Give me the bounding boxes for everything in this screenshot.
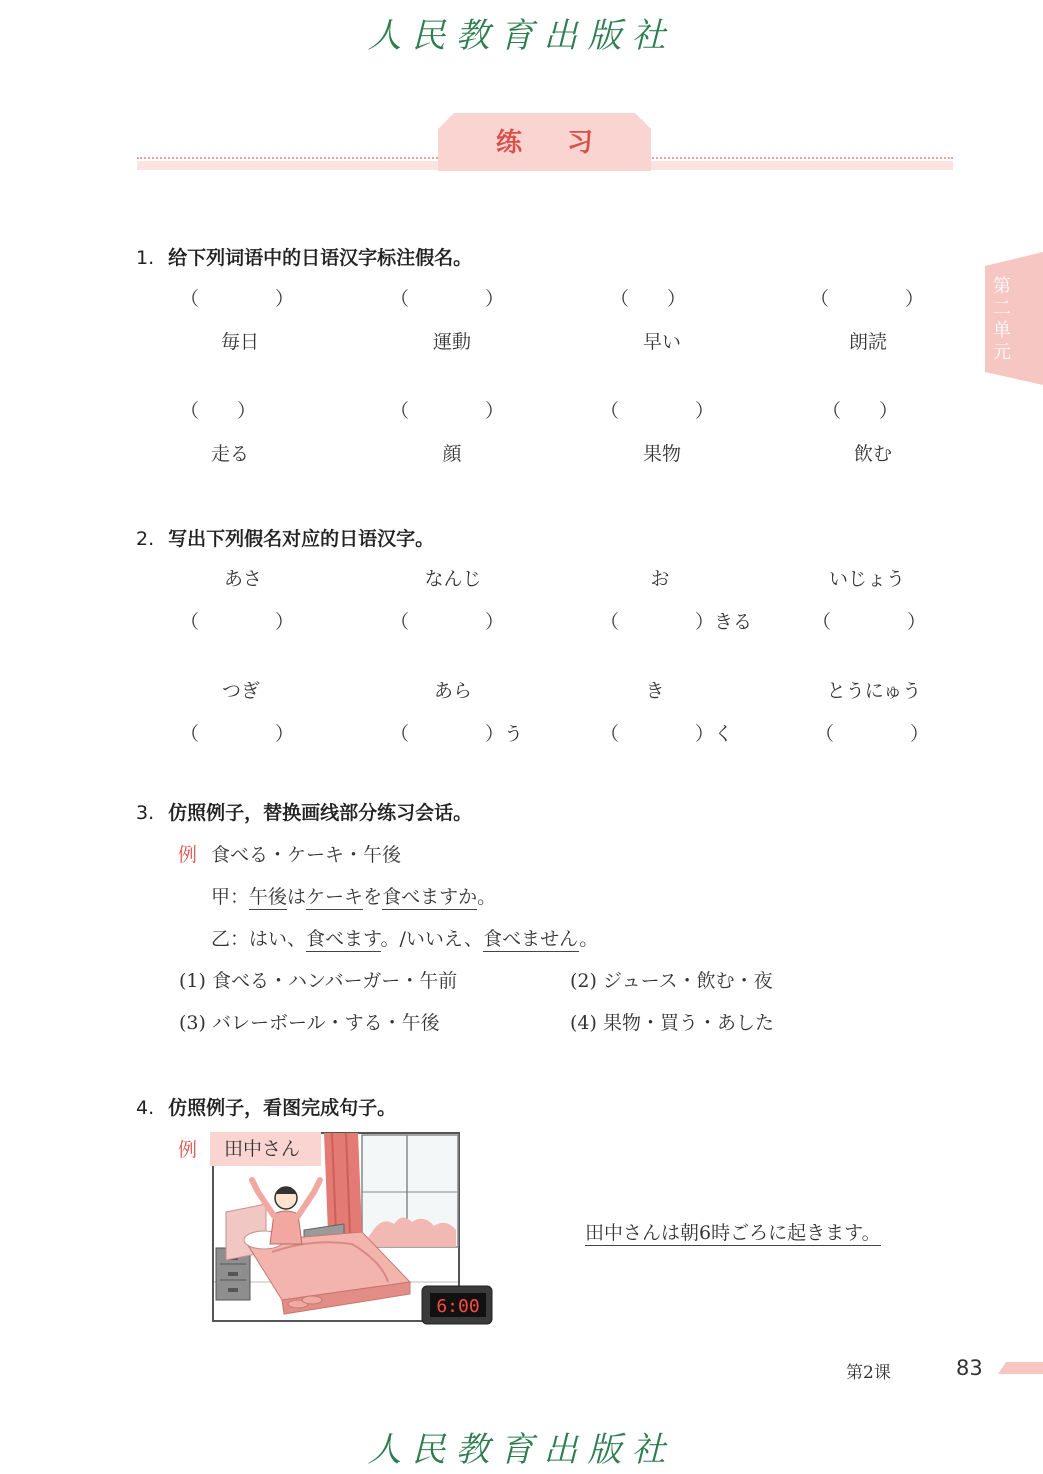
q3-item-1: (1) 食べる・ハンバーガー・午前: [179, 970, 458, 992]
q2-kana-4: いじょう: [828, 568, 905, 590]
question-2-heading: [136, 524, 434, 551]
q1-word-1: 毎日: [220, 331, 259, 353]
q2-answer-2[interactable]: （ ）: [390, 611, 505, 633]
q1-blank-6[interactable]: （ ）: [390, 400, 505, 422]
particle: は: [287, 886, 307, 908]
underlined-verb-negative: 食べません: [483, 928, 580, 950]
unit-side-label: 第二单元: [993, 276, 1011, 363]
q2-kana-7: き: [645, 680, 665, 702]
speaker-b: 乙：: [211, 928, 250, 950]
page-title: 练 习: [495, 128, 612, 158]
clock-display: 6:00: [436, 1296, 480, 1317]
q4-example-label: 例: [178, 1139, 198, 1161]
question-prompt: 仿照例子，看图完成句子。: [168, 1097, 397, 1119]
question-number: 4.: [136, 1097, 155, 1119]
underlined-time: 午後: [249, 886, 288, 908]
question-number: 2.: [136, 528, 155, 550]
q2-answer-8[interactable]: （ ）: [815, 723, 930, 745]
underlined-verb: 食べます: [306, 928, 381, 950]
question-number: 3.: [136, 802, 155, 824]
question-prompt: 给下列词语中的日语汉字标注假名。: [168, 247, 473, 269]
footer-accent-bar: [998, 1362, 1043, 1374]
q2-answer-3[interactable]: （ ）きる: [600, 611, 753, 633]
q1-word-4: 朗読: [848, 331, 887, 353]
q1-word-7: 果物: [642, 443, 681, 465]
q1-blank-1[interactable]: （ ）: [180, 288, 295, 310]
answer-sentence: 田中さんは朝6時ごろに起きます。: [585, 1222, 881, 1244]
q2-answer-6[interactable]: （ ）う: [390, 723, 524, 745]
q3-dialogue-a: [211, 882, 496, 909]
page-number: 83: [956, 1356, 983, 1380]
q2-kana-5: つぎ: [221, 680, 260, 702]
q2-kana-8: とうにゅう: [826, 680, 922, 702]
question-number: 1.: [136, 247, 155, 269]
q1-word-3: 早い: [642, 331, 681, 353]
underlined-verb: 食べますか: [382, 886, 478, 908]
reply-yes: はい、: [249, 928, 307, 950]
reply-no: 。/いいえ、: [380, 928, 484, 950]
q1-blank-5[interactable]: （ ）: [180, 400, 257, 422]
question-prompt: 仿照例子，替换画线部分练习会话。: [168, 802, 473, 824]
question-prompt: 写出下列假名对应的日语汉字。: [168, 528, 435, 550]
q1-blank-7[interactable]: （ ）: [600, 400, 715, 422]
q2-kana-6: あら: [433, 680, 472, 702]
underlined-object: ケーキ: [306, 886, 364, 908]
q2-answer-7[interactable]: （ ）く: [600, 723, 734, 745]
q2-answer-1[interactable]: （ ）: [180, 611, 295, 633]
q4-example-answer: [585, 1218, 881, 1245]
q1-blank-4[interactable]: （ ）: [810, 288, 925, 310]
q3-dialogue-b: [211, 924, 598, 951]
lesson-label: 第2课: [846, 1363, 891, 1383]
q2-kana-1: あさ: [223, 568, 262, 590]
q1-blank-8[interactable]: （ ）: [822, 400, 899, 422]
q3-example-label: 例: [178, 844, 198, 866]
question-4-heading: [136, 1093, 396, 1120]
q1-blank-2[interactable]: （ ）: [390, 288, 505, 310]
q3-example-words: 食べる・ケーキ・午後: [211, 844, 402, 866]
punctuation: 。: [477, 886, 497, 908]
character-name-tab: 田中さん: [210, 1132, 321, 1166]
q3-item-4: (4) 果物・買う・あした: [570, 1012, 774, 1034]
q2-answer-5[interactable]: （ ）: [180, 723, 295, 745]
punctuation: 。: [579, 928, 599, 950]
q2-kana-2: なんじ: [424, 568, 482, 590]
q1-word-2: 運動: [432, 331, 471, 353]
question-1-heading: [136, 243, 472, 270]
q3-item-2: (2) ジュース・飲む・夜: [570, 970, 773, 992]
publisher-watermark: 人民教育出版社: [367, 16, 676, 56]
q1-word-6: 顔: [442, 443, 462, 465]
q2-kana-3: お: [650, 568, 670, 590]
particle: を: [363, 886, 383, 908]
question-3-heading: [136, 798, 472, 825]
q1-blank-3[interactable]: （ ）: [610, 288, 687, 310]
publisher-watermark-bottom: 人民教育出版社: [367, 1430, 676, 1470]
q1-word-8: 飲む: [853, 443, 892, 465]
q3-item-3: (3) バレーボール・する・午後: [179, 1012, 440, 1034]
speaker-a: 甲：: [211, 886, 250, 908]
q2-answer-4[interactable]: （ ）: [812, 611, 927, 633]
q1-word-5: 走る: [210, 443, 249, 465]
